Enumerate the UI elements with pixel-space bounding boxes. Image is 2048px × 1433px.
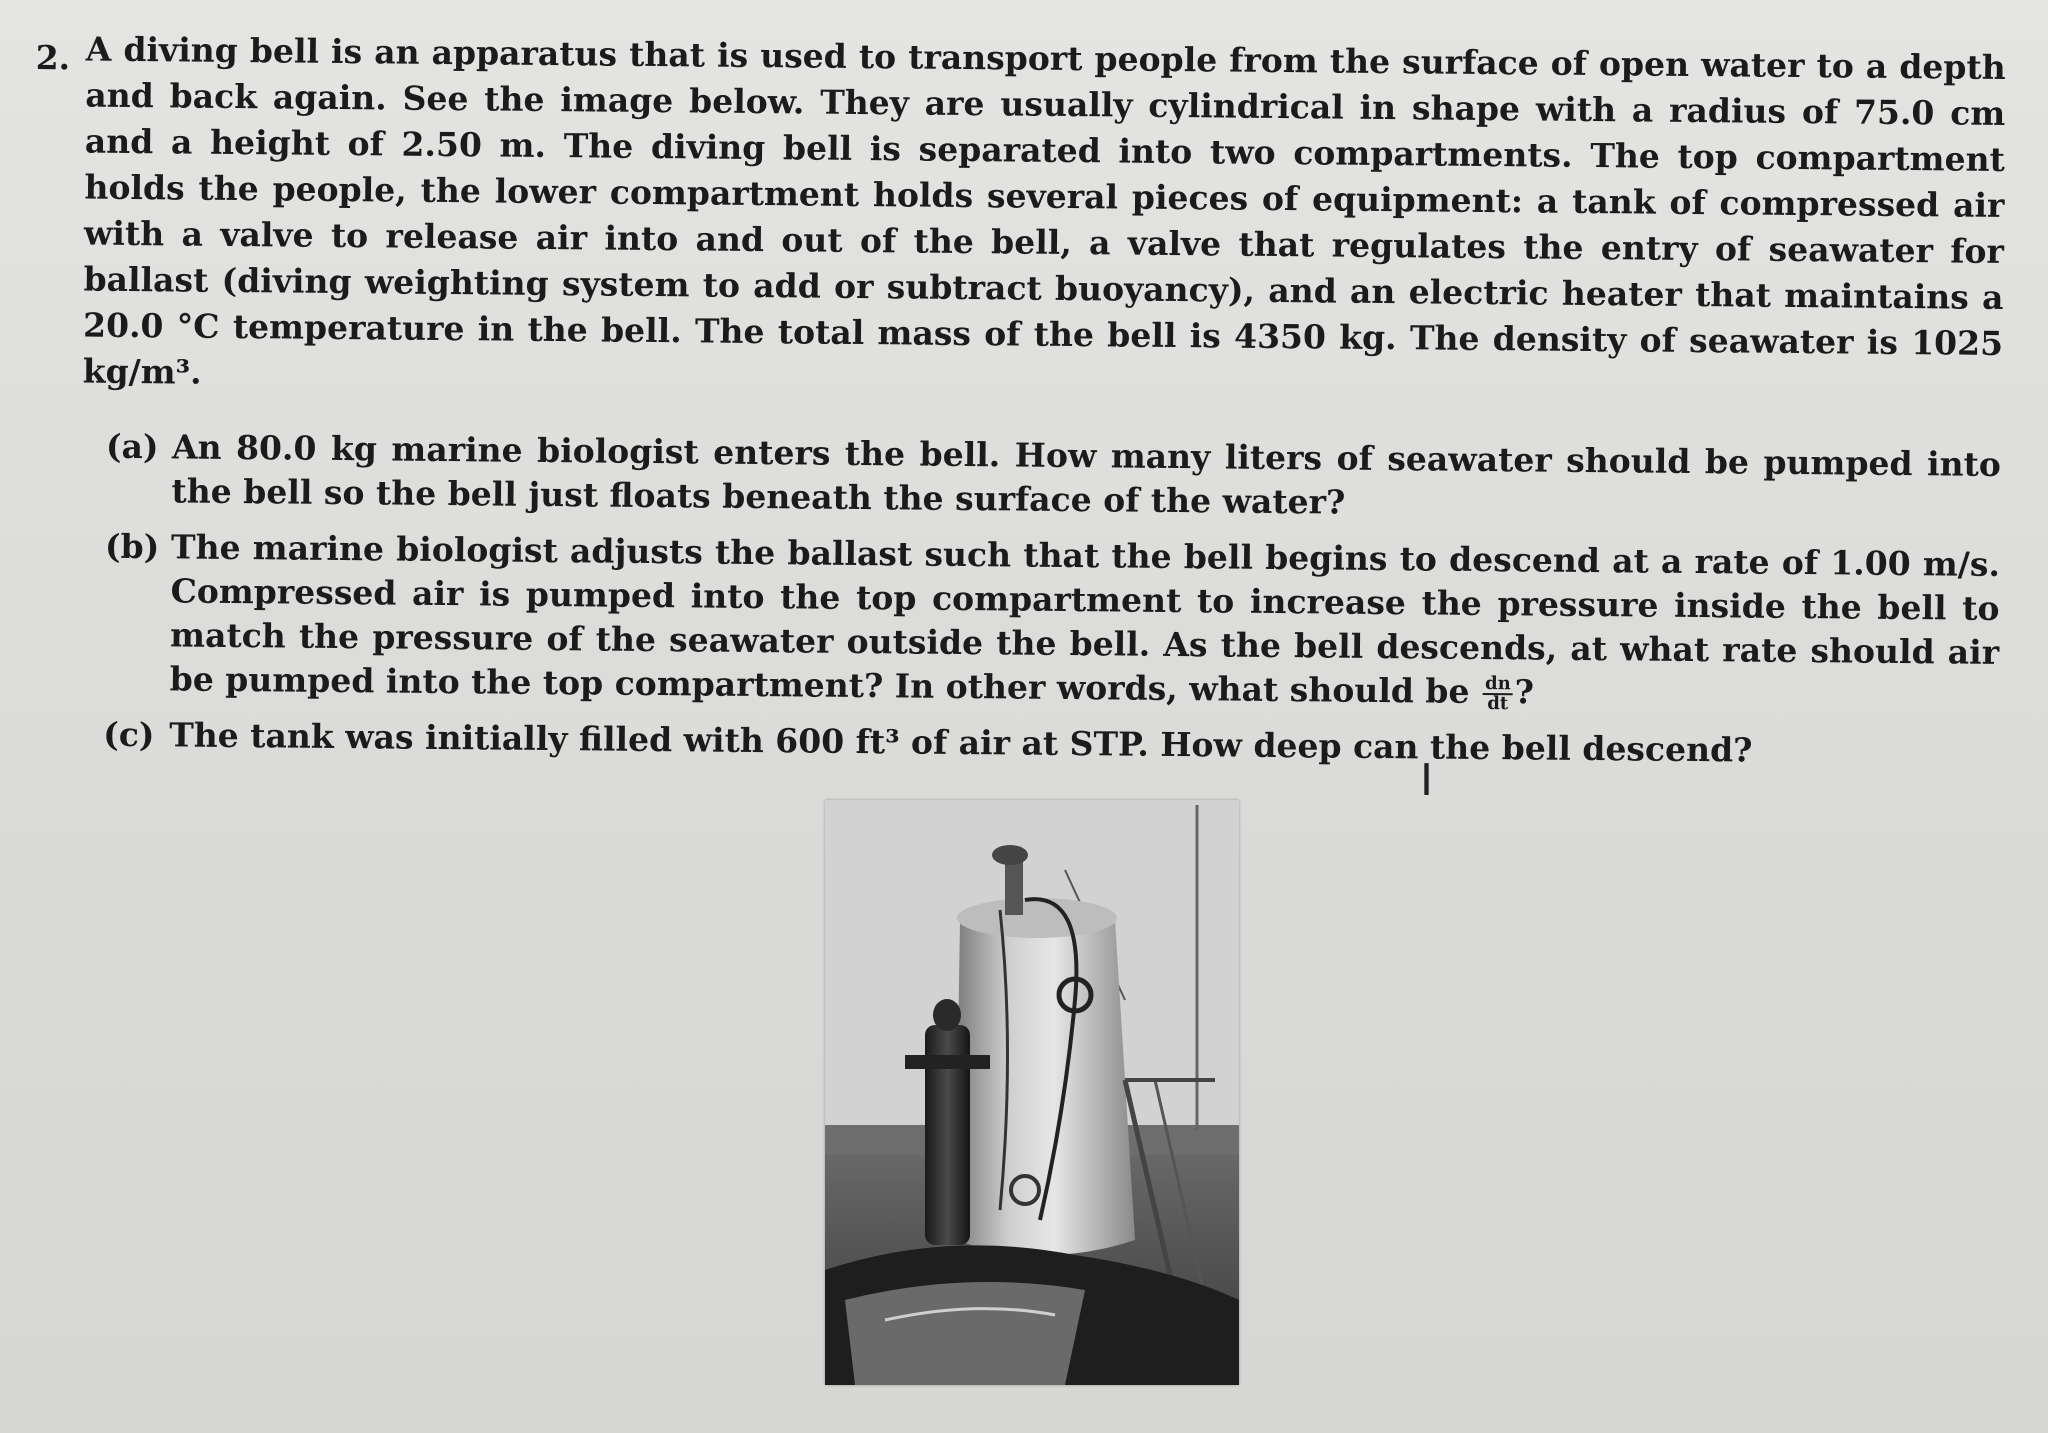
problem-document [23,26,2010,787]
problem-intro-text: A diving bell is an apparatus that is used to transport people from the surface of open water to a depth and back again. See the image below. They are usually cylindrical in shape with a radius of 75.0 cm and a height of 2.50 m. The diving bell is separated into two compartments. The top compartment holds the people, the lower compartment holds several pieces of equipment: a tank of compressed air with a valve to release air into and out of the bell, a valve that regulates the entry of seawater for ballast (diving weighting system to add or subtract buoyancy), and an electric heater that maintains a 20.0 °C temperature in the bell. The total mass of the bell is 4350 kg. The density of seawater is 1025 kg/m³. [82,29,2006,392]
problem-number: 2. [35,38,71,78]
text-cursor-icon: I [1420,755,1433,806]
part-text: The tank was initially filled with 600 ft³ of air at STP. How deep can the bell descend? [169,715,1753,770]
part-text [170,525,2001,719]
part-a [105,425,2001,531]
part-label: (b) [104,526,160,567]
part-b-suffix: ? [1514,672,1535,712]
part-text: An 80.0 kg marine biologist enters the bell. How many liters of seawater should be pumped into the bell so the bell just floats beneath the surface of the water? [171,427,2002,522]
part-label: (a) [105,426,159,467]
diving-bell-photo [825,800,1239,1385]
problem-intro [82,27,2005,413]
problem-parts [103,425,2001,775]
dn-dt-fraction [1483,672,1513,715]
part-label: (c) [103,714,155,755]
part-b-text: The marine biologist adjusts the ballast such that the bell begins to descend at a rate of 1.00 m/s. Compressed air is pumped into the top compartment to increase the pressure inside the bell to match the pressure of the seawater outside the bell. As the bell descends, at what rate should air be pumped into the top compartment? In other words, what should be [169,527,2001,711]
fraction-denominator: dt [1487,693,1509,715]
fraction-numerator: dn [1483,675,1513,695]
diving-bell-illustration [825,800,1239,1385]
part-c [103,713,1998,775]
part-b [104,525,2001,719]
